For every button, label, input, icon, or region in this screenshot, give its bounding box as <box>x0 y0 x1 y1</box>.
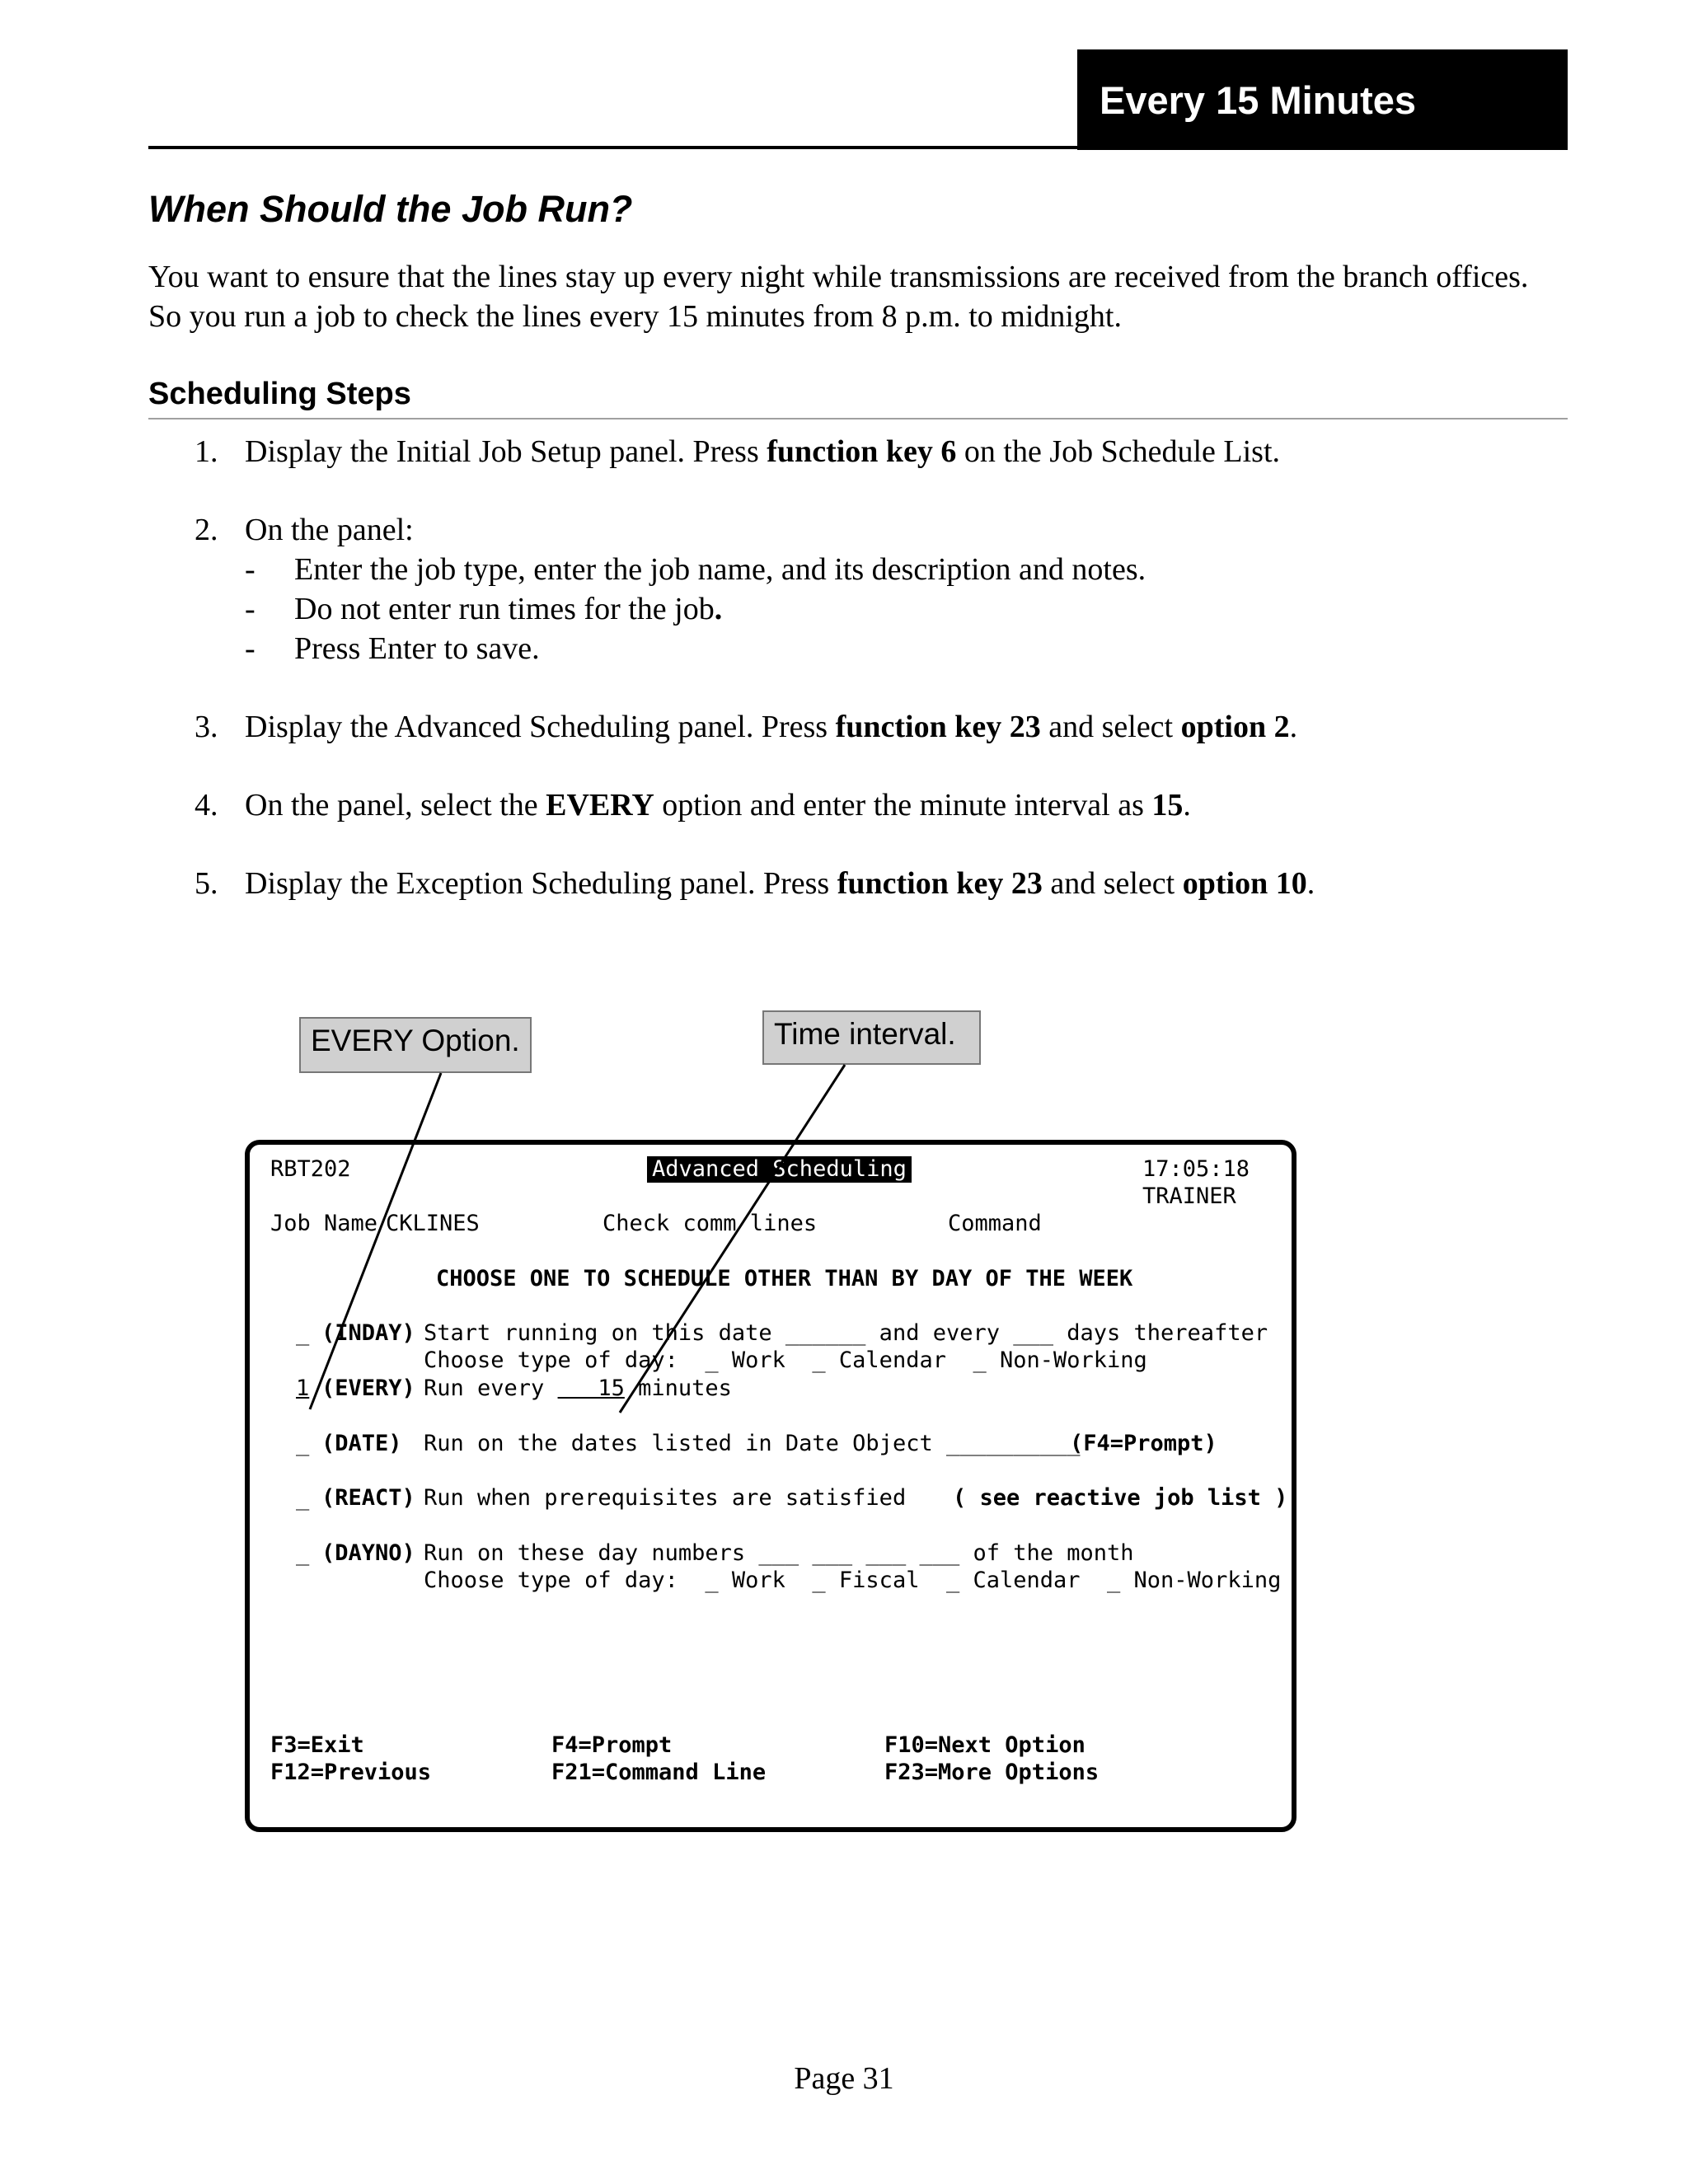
minute-interval-field[interactable]: 15 <box>557 1376 625 1401</box>
job-name-label: Job Name <box>270 1211 378 1236</box>
every-option-leader-line <box>310 1073 441 1409</box>
inday-option-key: (INDAY) <box>321 1320 415 1346</box>
every-option-key: (EVERY) <box>321 1376 415 1401</box>
fkey-more-options[interactable]: F23=More Options <box>884 1760 1100 1785</box>
step-number: 4. <box>195 788 218 823</box>
step-number: 3. <box>195 710 218 744</box>
dayno-option-key: (DAYNO) <box>321 1540 415 1566</box>
fkey-command-line[interactable]: F21=Command Line <box>551 1760 767 1785</box>
step-number: 1. <box>195 434 218 469</box>
step-text: On the panel, select the EVERY option and enter the minute interval as 15. <box>245 788 1191 823</box>
job-description: Check comm lines <box>603 1211 818 1236</box>
react-line: Run when prerequisites are satisfied <box>424 1485 907 1511</box>
dayno-select-field[interactable]: _ <box>296 1540 310 1566</box>
callout-time-interval: Time interval. <box>762 1010 981 1065</box>
react-option-key: (REACT) <box>321 1485 415 1511</box>
every-line: Run every 15 minutes <box>424 1376 732 1401</box>
fkey-exit[interactable]: F3=Exit <box>270 1732 364 1758</box>
react-note: ( see reactive job list ) <box>953 1485 1288 1511</box>
inday-line-1[interactable]: Start running on this date ______ and every ___ days thereafter <box>424 1320 1268 1346</box>
chapter-title: Every 15 Minutes <box>1100 77 1417 122</box>
user-id: TRAINER <box>1142 1183 1236 1209</box>
step-number: 2. <box>195 513 218 547</box>
inday-select-field[interactable]: _ <box>296 1320 310 1346</box>
step-text: Display the Advanced Scheduling panel. Press function key 23 and select option 2. <box>245 710 1298 744</box>
job-type: Command <box>948 1211 1042 1236</box>
step-text: Display the Exception Scheduling panel. Press function key 23 and select option 10. <box>245 866 1315 901</box>
date-prompt-hint: (F4=Prompt) <box>1070 1431 1217 1456</box>
job-name-value: CKLINES <box>386 1211 480 1236</box>
steps-heading: Scheduling Steps <box>148 377 411 411</box>
panel-title: Advanced Scheduling <box>647 1156 912 1183</box>
dayno-line-1[interactable]: Run on these day numbers ___ ___ ___ ___ of the month <box>424 1540 1134 1566</box>
fkey-prompt[interactable]: F4=Prompt <box>551 1732 673 1758</box>
dayno-line-2[interactable]: Choose type of day: _ Work _ Fiscal _ Calendar _ Non-Working <box>424 1568 1282 1593</box>
options-heading: CHOOSE ONE TO SCHEDULE OTHER THAN BY DAY OF THE WEEK <box>436 1266 1133 1291</box>
every-select-field[interactable]: 1 <box>296 1376 310 1401</box>
page-number: Page 31 <box>794 2061 894 2096</box>
date-line[interactable]: Run on the dates listed in Date Object __________ <box>424 1431 1081 1456</box>
fkey-next-option[interactable]: F10=Next Option <box>884 1732 1085 1758</box>
callout-every-option: EVERY Option. <box>299 1017 532 1073</box>
clock-time: 17:05:18 <box>1142 1156 1250 1182</box>
program-id: RBT202 <box>270 1156 351 1182</box>
step-text: Display the Initial Job Setup panel. Press function key 6 on the Job Schedule List. <box>245 434 1281 469</box>
time-interval-leader-line <box>620 1065 845 1413</box>
step-number: 5. <box>195 866 218 901</box>
section-title: When Should the Job Run? <box>148 188 633 230</box>
inday-line-2[interactable]: Choose type of day: _ Work _ Calendar _ Non-Working <box>424 1347 1147 1373</box>
date-option-key: (DATE) <box>321 1431 402 1456</box>
step-text: On the panel: <box>245 513 414 547</box>
fkey-previous[interactable]: F12=Previous <box>270 1760 432 1785</box>
date-select-field[interactable]: _ <box>296 1431 310 1456</box>
intro-paragraph: You want to ensure that the lines stay up every night while transmissions are received from the branch offices. So you run a job to check the lines every 15 minutes from 8 p.m. to midnight. <box>148 260 1529 334</box>
react-select-field[interactable]: _ <box>296 1485 310 1511</box>
